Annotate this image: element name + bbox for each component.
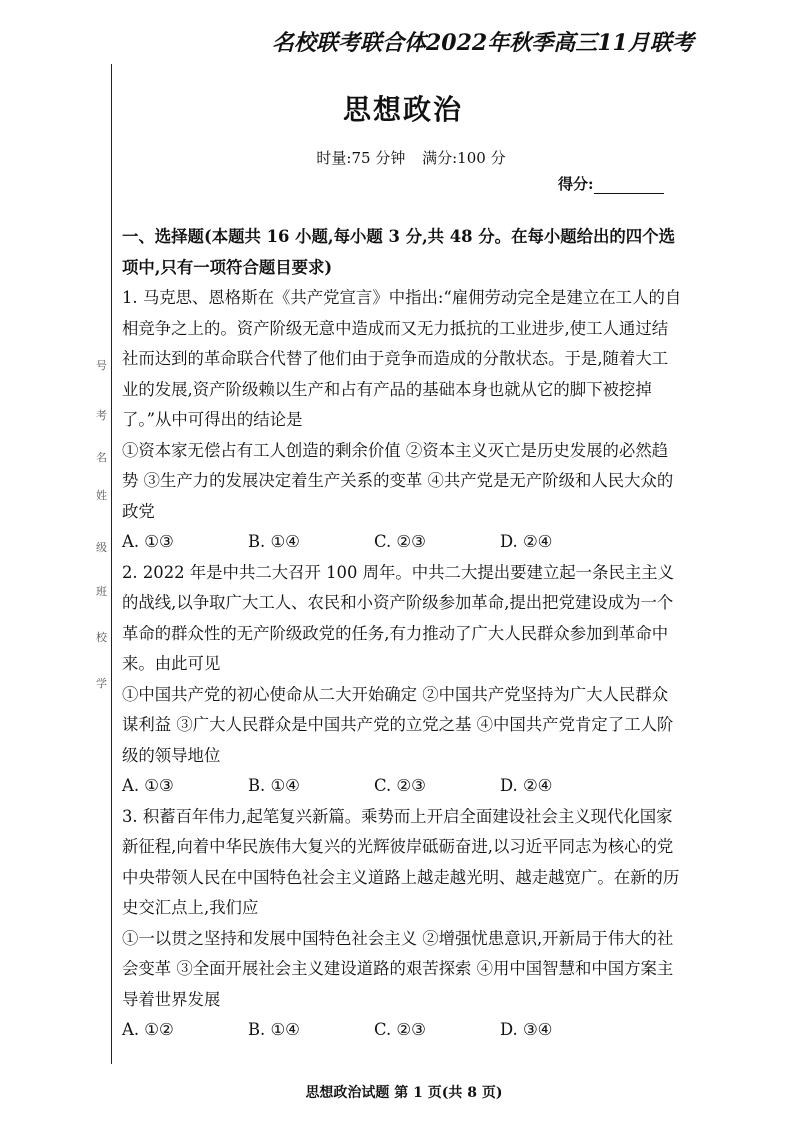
score-label: 得分:: [558, 175, 594, 193]
margin-mark: 名: [96, 451, 107, 464]
option-d[interactable]: D. ③④: [500, 1020, 553, 1039]
option-c[interactable]: C. ②③: [374, 532, 426, 551]
answer-options: [122, 527, 682, 558]
margin-mark: 姓: [96, 489, 107, 502]
question-statements: ①中国共产党的初心使命从二大开始确定 ②中国共产党坚持为广大人民群众谋利益 ③广大人民群众是中国共产党的立党之基 ④中国共产党肯定了工人阶级的领导地位: [122, 684, 674, 765]
page-footer: 思想政治试题 第 1 页(共 8 页): [305, 1085, 503, 1101]
question-stem: 3. 积蓄百年伟力,起笔复兴新篇。乘势而上开启全面建设社会主义现代化国家新征程,向着中华民族伟大复兴的光辉彼岸砥砺奋进,以习近平同志为核心的党中央带领人民在中国特色社会主义道路上越走越光明、越走越宽广。在新的历史交汇点上,我们应: [122, 806, 680, 917]
option-c[interactable]: C. ②③: [374, 776, 426, 795]
subject-title: 思想政治: [342, 93, 463, 126]
option-d[interactable]: D. ②④: [500, 776, 553, 795]
option-a[interactable]: A. ①②: [122, 1020, 174, 1039]
question-statements: ①资本家无偿占有工人创造的剩余价值 ②资本主义灭亡是历史发展的必然趋势 ③生产力的发展决定着生产关系的变革 ④共产党是无产阶级和人民大众的政党: [122, 440, 674, 521]
time-limit: 时量:75 分钟: [316, 149, 406, 167]
score-field: [558, 173, 664, 194]
margin-mark: 级: [96, 541, 107, 554]
exam-title: 名校联考联合体2022年秋季高三11月联考: [272, 30, 694, 56]
margin-mark: 号: [96, 359, 107, 372]
margin-mark: 校: [96, 631, 107, 644]
margin-mark: 学: [96, 677, 107, 690]
answer-options: [122, 771, 682, 802]
section-heading: 一、选择题(本题共 16 小题,每小题 3 分,共 48 分。在每小题给出的四个选项中,只有一项符合题目要求): [122, 227, 675, 277]
option-a[interactable]: A. ①③: [122, 532, 174, 551]
binding-margin-line: [111, 64, 112, 1064]
option-b[interactable]: B. ①④: [248, 776, 300, 795]
question-stem: 1. 马克思、恩格斯在《共产党宣言》中指出:“雇佣劳动完全是建立在工人的自相竞争之上的。资产阶级无意中造成而又无力抵抗的工业进步,使工人通过结社而达到的革命联合代替了他们由于竞争而造成的分散状态。于是,随着大工业的发展,资产阶级赖以生产和占有产品的基础本身也就从它的脚下被挖掉了。”从中可得出的结论是: [122, 288, 682, 429]
option-b[interactable]: B. ①④: [248, 1020, 300, 1039]
margin-mark: 班: [96, 585, 107, 598]
question-stem: 2. 2022 年是中共二大召开 100 周年。中共二大提出要建立起一条民主主义的战线,以争取广大工人、农民和小资产阶级参加革命,提出把党建设成为一个革命的群众性的无产阶级政党的任务,有力推动了广大人民群众参加到革命中来。由此可见: [122, 562, 675, 673]
option-c[interactable]: C. ②③: [374, 1020, 426, 1039]
question-3: [122, 802, 682, 1046]
margin-mark: 考: [96, 409, 107, 422]
full-score: 满分:100 分: [422, 149, 506, 167]
option-b[interactable]: B. ①④: [248, 532, 300, 551]
question-content: [122, 222, 682, 1046]
question-1: [122, 283, 682, 558]
option-d[interactable]: D. ②④: [500, 532, 553, 551]
question-statements: ①一以贯之坚持和发展中国特色社会主义 ②增强忧患意识,开新局于伟大的社会变革 ③全面开展社会主义建设道路的艰苦探索 ④用中国智慧和中国方案主导着世界发展: [122, 928, 674, 1009]
exam-meta: [0, 147, 794, 168]
score-blank[interactable]: [594, 179, 664, 194]
answer-options: [122, 1015, 682, 1046]
option-a[interactable]: A. ①③: [122, 776, 174, 795]
question-2: [122, 558, 682, 802]
